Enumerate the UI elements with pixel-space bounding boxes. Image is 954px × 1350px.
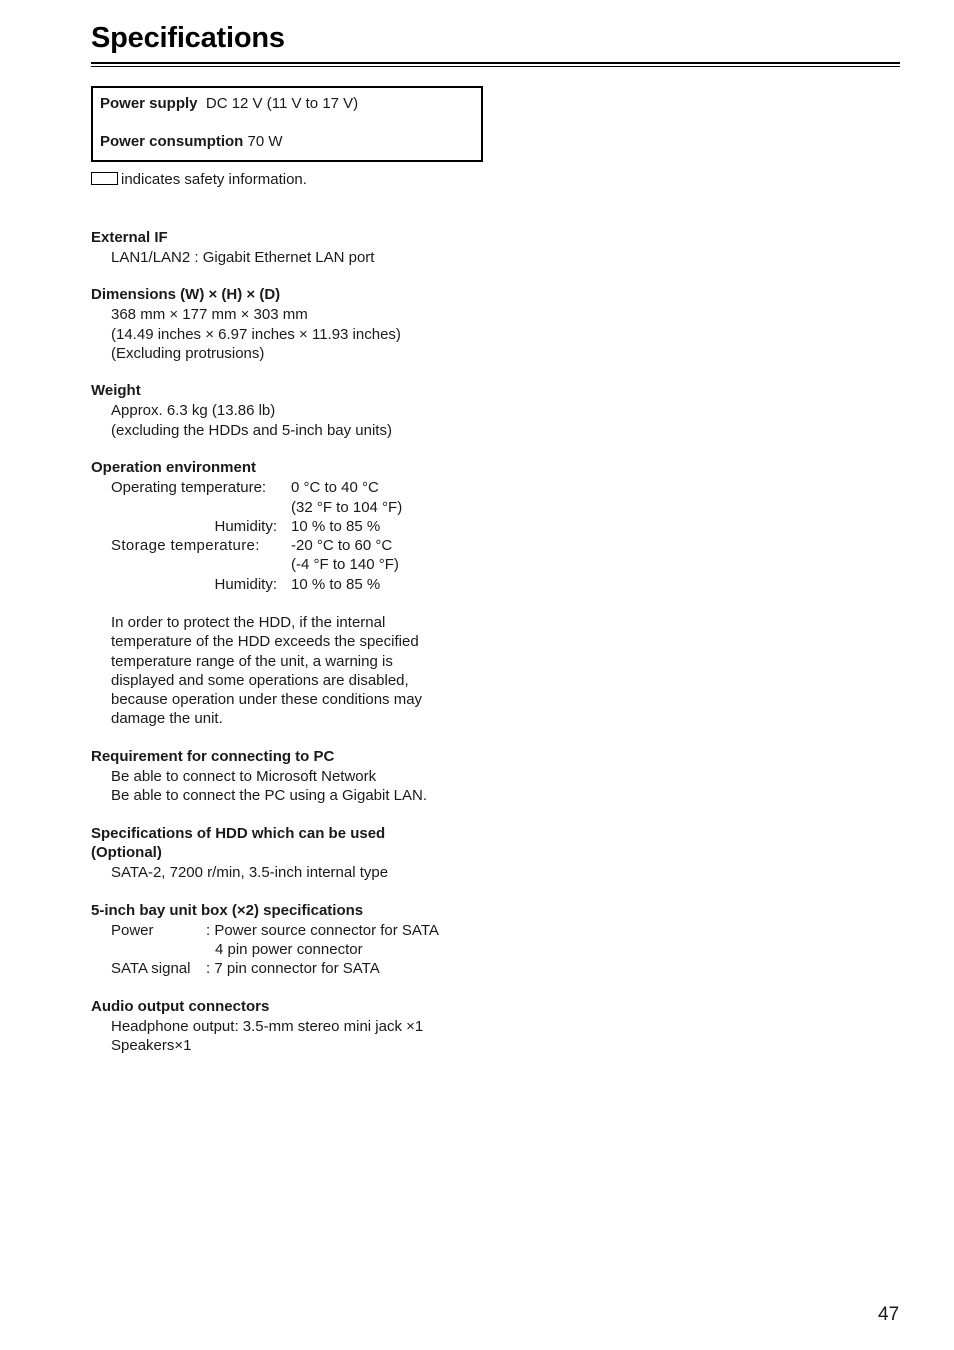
- bay-power-label: Power: [111, 922, 154, 939]
- safety-note: [91, 171, 307, 188]
- st-humidity-label: Humidity:: [214, 576, 277, 593]
- weight-note: (excluding the HDDs and 5-inch bay units): [111, 422, 392, 439]
- audio-heading: Audio output connectors: [91, 998, 270, 1015]
- hdd-protection-note-line: because operation under these conditions may: [111, 691, 423, 708]
- weight-heading: Weight: [91, 382, 141, 399]
- pc-requirement-line: Be able to connect to Microsoft Network: [111, 768, 377, 785]
- dimensions-inches: (14.49 inches × 6.97 inches × 11.93 inches): [111, 326, 401, 343]
- pc-requirement-heading: Requirement for connecting to PC: [91, 748, 335, 765]
- hdd-protection-note-line: temperature range of the unit, a warning is: [111, 653, 393, 670]
- page-title: Specifications: [91, 22, 285, 54]
- bay-power-value-cont: 4 pin power connector: [215, 941, 363, 958]
- power-consumption-row: [100, 133, 283, 150]
- dimensions-heading: Dimensions (W) × (H) × (D): [91, 286, 281, 303]
- operation-environment-heading: Operation environment: [91, 459, 257, 476]
- external-if-heading: External IF: [91, 229, 168, 246]
- power-consumption-label: Power consumption: [100, 133, 244, 150]
- pc-requirement-line: Be able to connect the PC using a Gigabit LAN.: [111, 787, 428, 804]
- title-rule-thick: [91, 62, 900, 64]
- st-humidity-value: 10 % to 85 %: [291, 576, 381, 593]
- safety-info-box: [91, 86, 483, 162]
- power-supply-label: Power supply: [100, 95, 198, 112]
- safety-note-text: indicates safety information.: [121, 171, 307, 188]
- hdd-spec-line: SATA-2, 7200 r/min, 3.5-inch internal type: [111, 864, 389, 881]
- bay-unit-heading: 5-inch bay unit box (×2) specifications: [91, 902, 364, 919]
- bay-sata-label: SATA signal: [111, 960, 191, 977]
- audio-speakers-line: Speakers×1: [111, 1037, 192, 1054]
- op-humidity-value: 10 % to 85 %: [291, 518, 381, 535]
- bay-sata-value: : 7 pin connector for SATA: [206, 960, 380, 977]
- hdd-protection-note-line: damage the unit.: [111, 710, 223, 727]
- page-number: 47: [878, 1304, 900, 1325]
- st-temp-value-c: -20 °C to 60 °C: [291, 537, 393, 554]
- hdd-protection-note-line: In order to protect the HDD, if the internal: [111, 614, 386, 631]
- dimensions-mm: 368 mm × 177 mm × 303 mm: [111, 306, 308, 323]
- op-temp-value-c: 0 °C to 40 °C: [291, 479, 379, 496]
- hdd-protection-note-line: temperature of the HDD exceeds the specified: [111, 633, 419, 650]
- safety-marker-icon: [91, 172, 118, 185]
- st-temp-label: Storage temperature:: [111, 537, 260, 554]
- hdd-spec-heading-optional: (Optional): [91, 844, 162, 861]
- power-supply-value: DC 12 V (11 V to 17 V): [205, 95, 359, 112]
- hdd-spec-heading: Specifications of HDD which can be used: [91, 825, 386, 842]
- title-rule-thin: [91, 66, 900, 67]
- st-temp-value-f: (-4 °F to 140 °F): [291, 556, 399, 573]
- audio-headphone-line: Headphone output: 3.5-mm stereo mini jack ×1: [111, 1018, 424, 1035]
- external-if-line: LAN1/LAN2 : Gigabit Ethernet LAN port: [111, 249, 375, 266]
- dimensions-note: (Excluding protrusions): [111, 345, 265, 362]
- hdd-protection-note-line: displayed and some operations are disabled,: [111, 672, 409, 689]
- op-humidity-label: Humidity:: [214, 518, 277, 535]
- op-temp-value-f: (32 °F to 104 °F): [291, 499, 403, 516]
- power-supply-row: [100, 95, 358, 112]
- op-temp-label: Operating temperature:: [111, 479, 267, 496]
- bay-power-value: : Power source connector for SATA: [206, 922, 439, 939]
- power-consumption-value: 70 W: [247, 133, 283, 150]
- weight-value: Approx. 6.3 kg (13.86 lb): [111, 402, 276, 419]
